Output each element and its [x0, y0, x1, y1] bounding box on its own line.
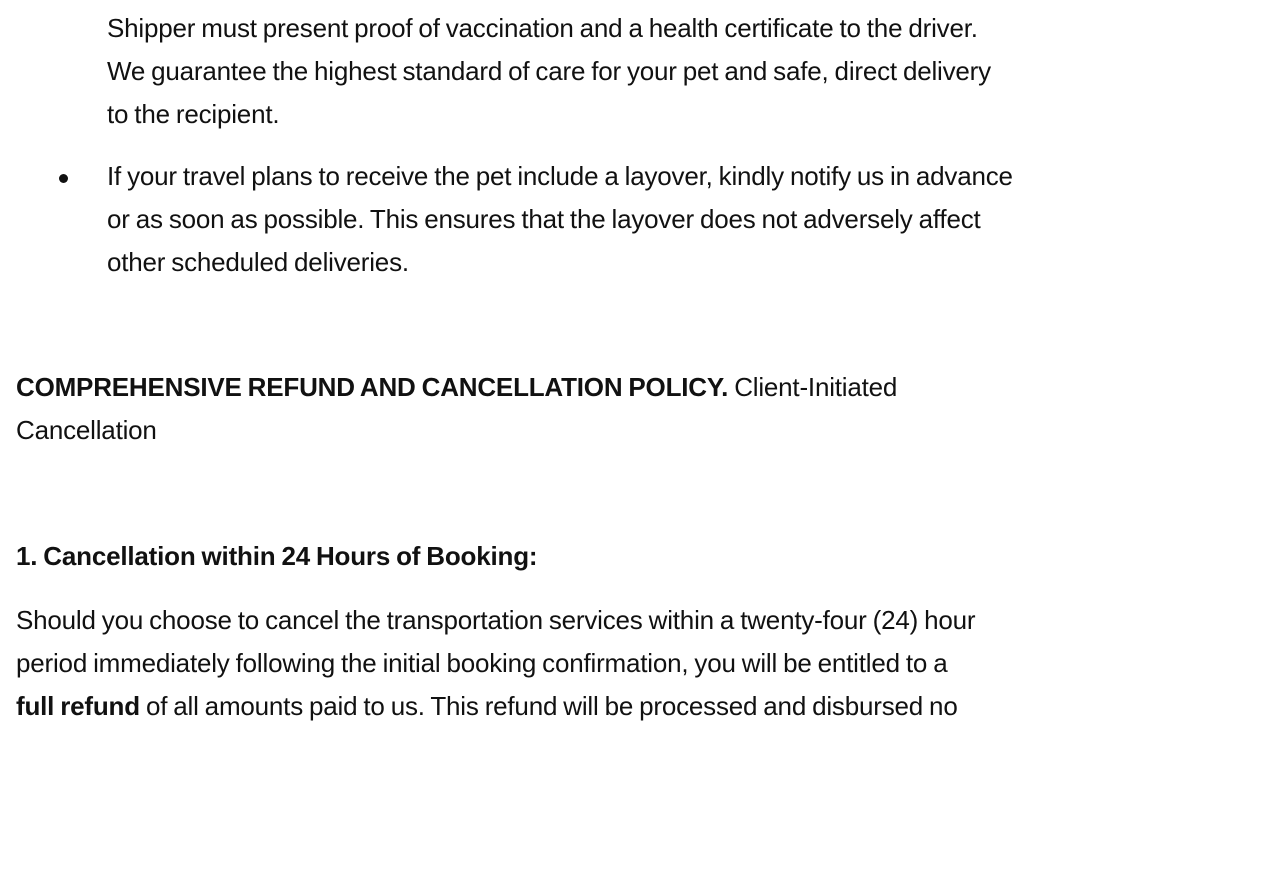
policy-heading	[16, 366, 1076, 452]
vaccination-paragraph	[107, 7, 1217, 136]
section-title: 1. Cancellation within 24 Hours of Booking:	[16, 541, 538, 571]
paragraph-line-rest: of all amounts paid to us. This refund will be processed and disbursed no	[145, 691, 958, 721]
policy-subtitle-part: Client-Initiated	[734, 372, 898, 402]
bullet-point-icon	[59, 174, 68, 183]
paragraph-line: or as soon as possible. This ensures that the layover does not adversely affect	[107, 204, 981, 234]
refund-paragraph	[16, 599, 1196, 728]
paragraph-line: Shipper must present proof of vaccination and a health certificate to the driver.	[107, 13, 978, 43]
paragraph-line: We guarantee the highest standard of care for your pet and safe, direct delivery	[107, 56, 991, 86]
full-refund-emphasis: full refund	[16, 691, 140, 721]
paragraph-line: If your travel plans to receive the pet include a layover, kindly notify us in advance	[107, 161, 1013, 191]
layover-bullet-item	[107, 155, 1217, 284]
paragraph-line: period immediately following the initial booking confirmation, you will be entitled to a	[16, 648, 948, 678]
policy-heading-line	[16, 366, 1076, 409]
paragraph-line: to the recipient.	[107, 99, 280, 129]
paragraph-line: other scheduled deliveries.	[107, 247, 409, 277]
policy-subtitle-part: Cancellation	[16, 415, 157, 445]
paragraph-line: Should you choose to cancel the transportation services within a twenty-four (24) hour	[16, 605, 976, 635]
policy-title: COMPREHENSIVE REFUND AND CANCELLATION POLICY.	[16, 372, 729, 402]
paragraph-line	[16, 685, 1196, 728]
